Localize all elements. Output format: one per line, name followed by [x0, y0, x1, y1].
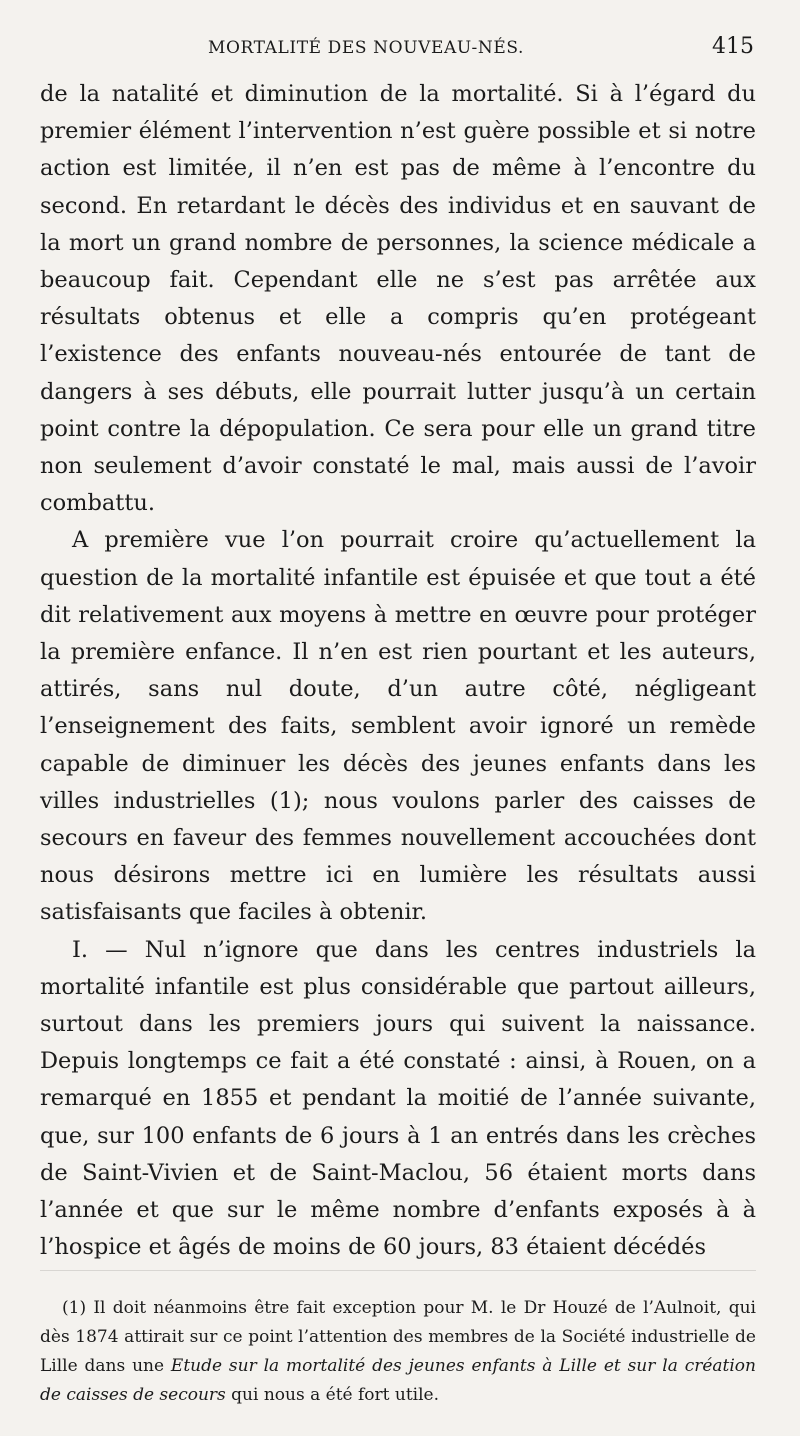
- footnote-divider: [40, 1270, 756, 1271]
- running-title: MORTALITÉ DES NOUVEAU-NÉS.: [208, 38, 524, 58]
- footnote-text-after: qui nous a été fort utile.: [225, 1385, 440, 1405]
- footnote-text-before: (1) Il doit néanmoins être fait exception pour M. le Dr Houzé de l’Aulnoit, qui dès 1874 attirait sur ce point l’attention des membres de la Société industrielle de Lille dans une: [40, 1298, 756, 1376]
- paragraph-3: I. — Nul n’ignore que dans les centres industriels la mortalité infantile est plus considérable que partout ailleurs, surtout dans les premiers jours qui suivent la naissance. Depuis longtemps ce fait a été constaté : ainsi, à Rouen, on a remarqué en 1855 et pendant la moitié de l’année suivante, que, sur 100 enfants de 6 jours à 1 an entrés dans les crèches de Saint-Vivien et de Saint-Maclou, 56 étaient morts dans l’année et que sur le même nombre d’enfants exposés à à l’hospice et âgés de moins de 60 jours, 83 étaient décédés: [40, 936, 756, 1261]
- footnotes: [40, 1294, 756, 1410]
- footnote-1: [40, 1294, 756, 1410]
- body-text: [40, 76, 756, 1267]
- page-number: 415: [712, 34, 754, 59]
- running-head: [40, 34, 754, 66]
- paragraph-1: de la natalité et diminution de la mortalité. Si à l’égard du premier élément l’intervention n’est guère possible et si notre action est limitée, il n’en est pas de même à l’encontre du second. En retardant le décès des individus et en sauvant de la mort un grand nombre de personnes, la science médicale a beaucoup fait. Cependant elle ne s’est pas arrêtée aux résultats obtenus et elle a compris qu’en protégeant l’existence des enfants nouveau-nés entourée de tant de dangers à ses débuts, elle pourrait lutter jusqu’à un certain point contre la dépopulation. Ce sera pour elle un grand titre non seulement d’avoir constaté le mal, mais aussi de l’avoir combattu.: [40, 81, 756, 517]
- footnote-cited-title: Etude sur la mortalité des jeunes enfants à Lille et sur la création de caisses de secours: [40, 1356, 756, 1405]
- paragraph-2: A première vue l’on pourrait croire qu’actuellement la question de la mortalité infantile est épuisée et que tout a été dit relativement aux moyens à mettre en œuvre pour protéger la première enfance. Il n’en est rien pourtant et les auteurs, attirés, sans nul doute, d’un autre côté, négligeant l’enseignement des faits, semblent avoir ignoré un remède capable de diminuer les décès des jeunes enfants dans les villes industrielles (1); nous voulons parler des caisses de secours en faveur des femmes nouvellement accouchées dont nous désirons mettre ici en lumière les résultats aussi satisfaisants que faciles à obtenir.: [40, 527, 756, 926]
